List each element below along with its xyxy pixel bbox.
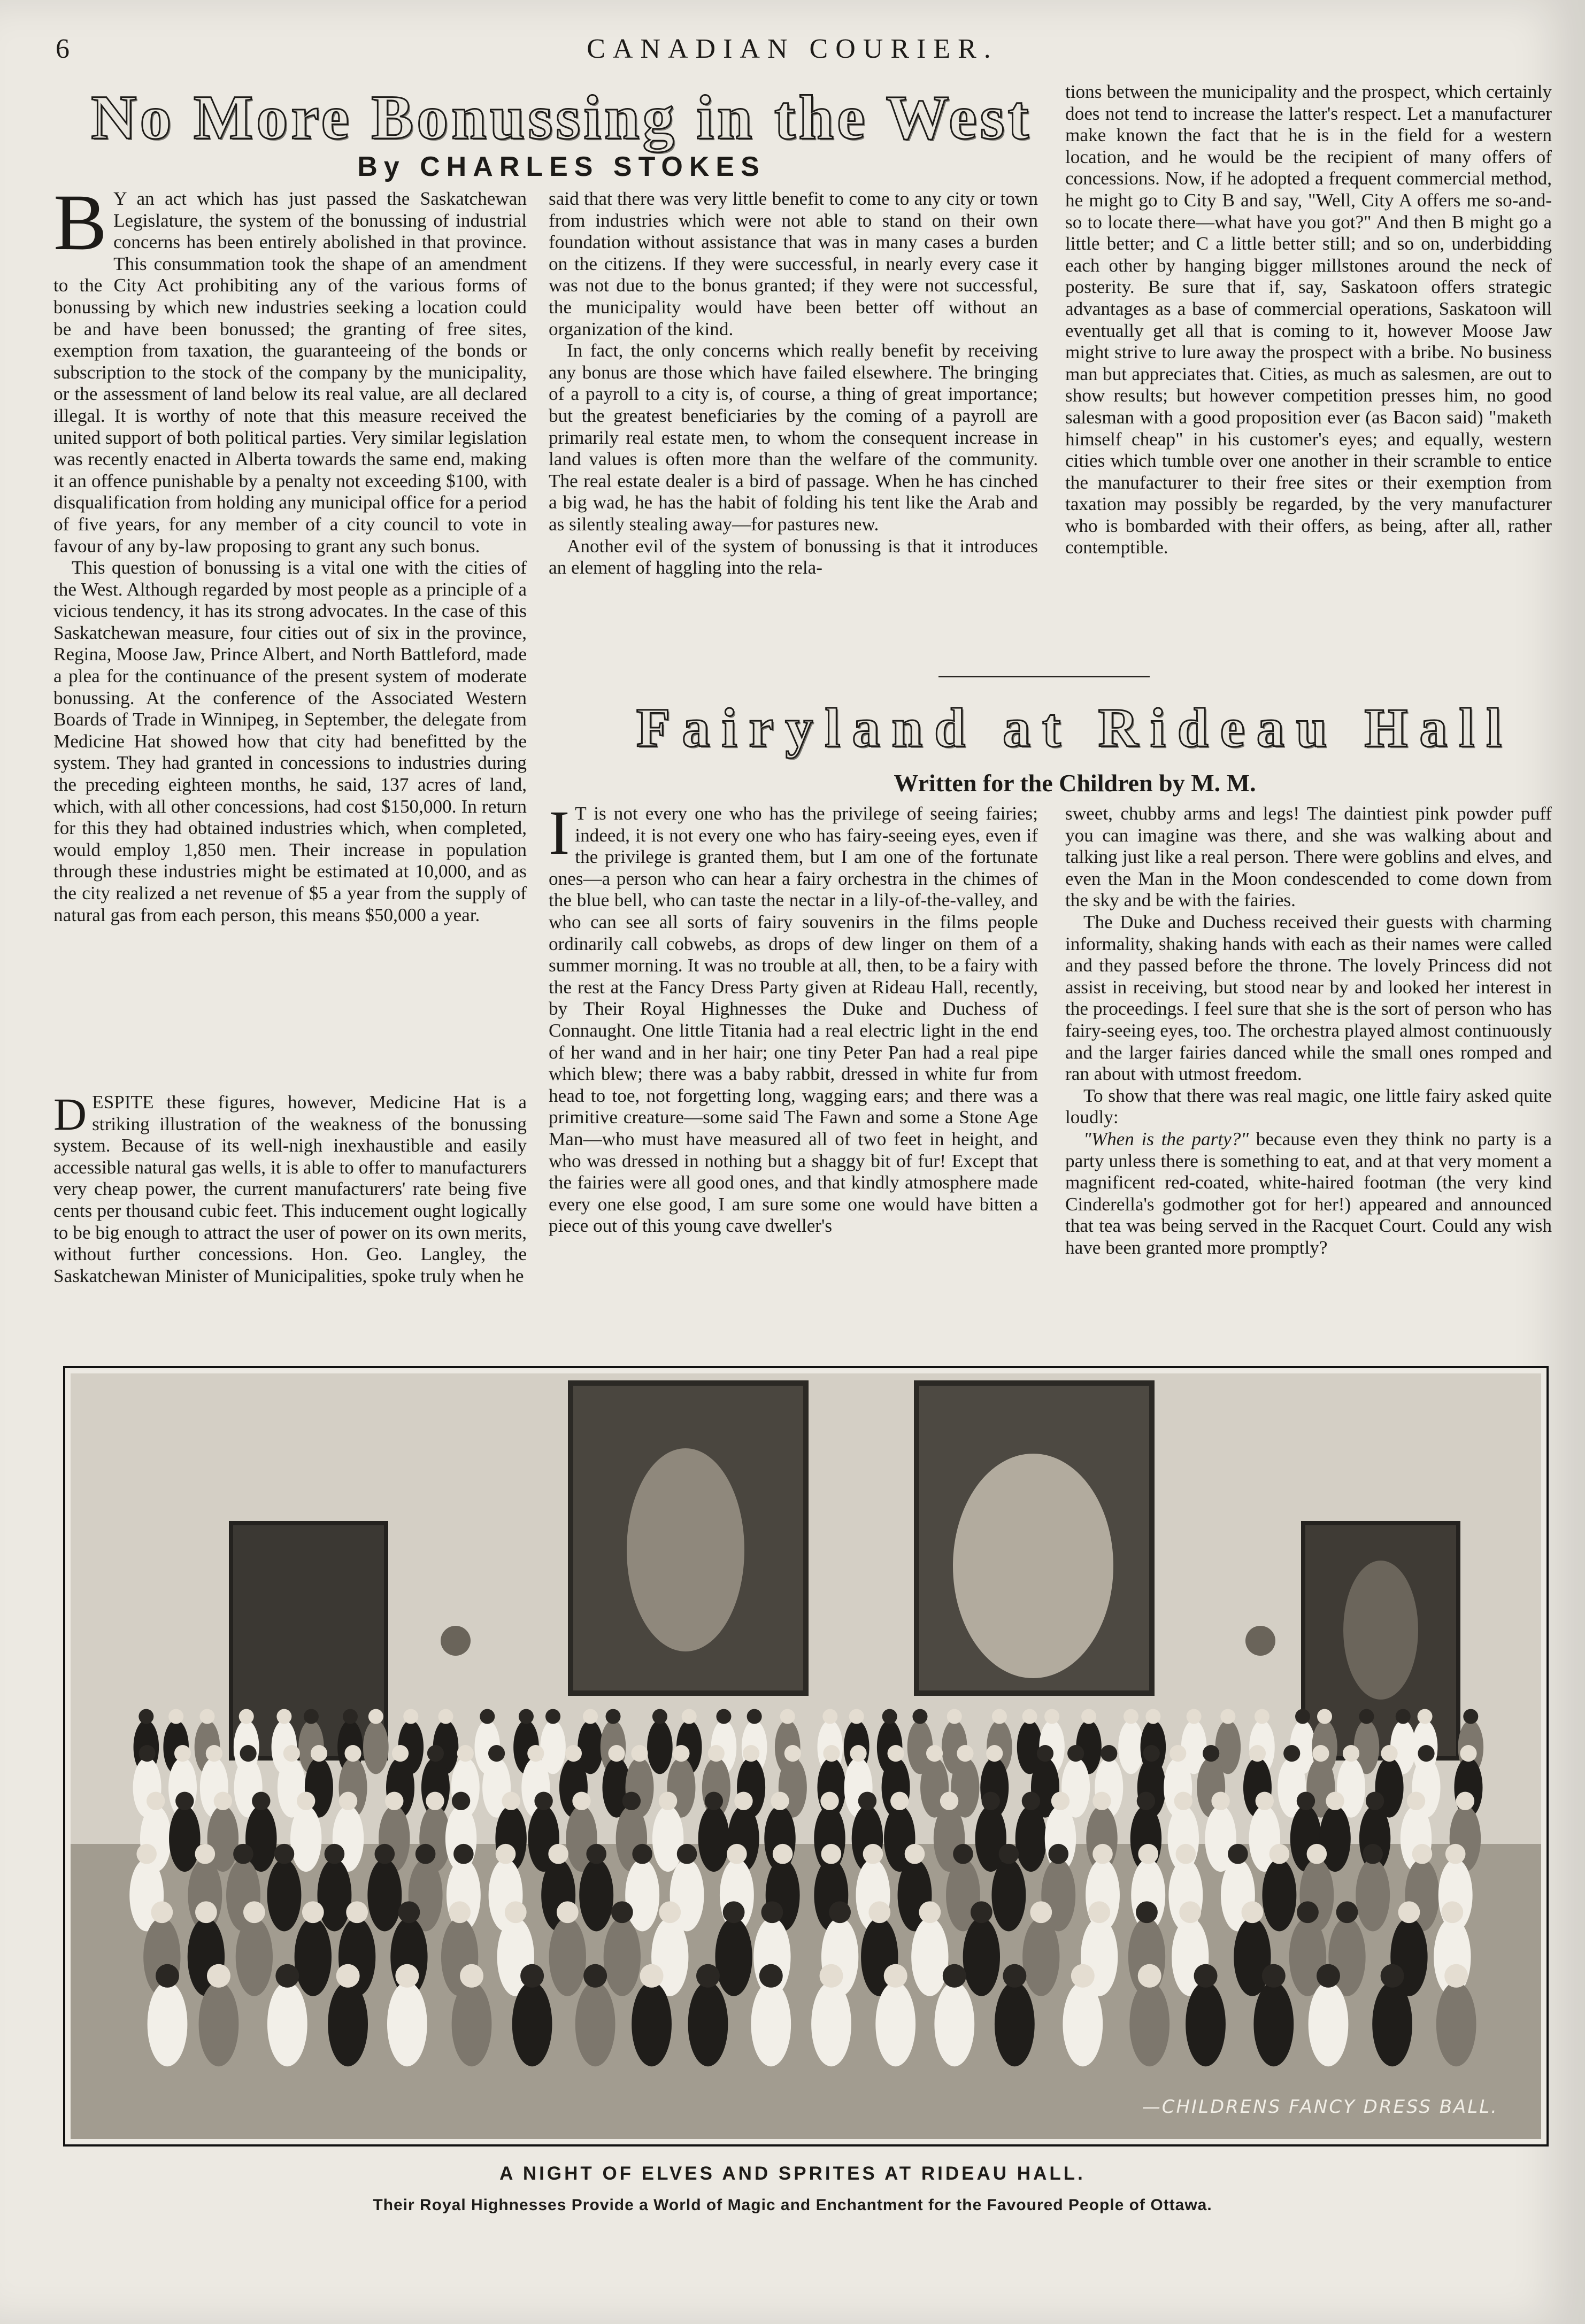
child-figure-body: [715, 1918, 752, 1996]
child-figure-head: [457, 1745, 474, 1762]
child-figure-body: [1436, 1982, 1476, 2066]
child-figure-body: [751, 1982, 791, 2066]
article2-column-2: [1065, 803, 1552, 1258]
child-figure-head: [1003, 1964, 1026, 1988]
child-figure-head: [274, 1844, 295, 1864]
child-figure-head: [1092, 1792, 1111, 1810]
child-figure-body: [1015, 1805, 1047, 1872]
child-figure-head: [1187, 1709, 1202, 1724]
child-figure-head: [527, 1745, 544, 1762]
child-figure-head: [1441, 1901, 1463, 1923]
child-figure-head: [957, 1745, 973, 1762]
child-figure-head: [488, 1745, 505, 1762]
child-figure-body: [328, 1982, 368, 2066]
child-figure-body: [652, 1805, 683, 1872]
child-figure-head: [1343, 1745, 1359, 1762]
paragraph: To show that there was real magic, one little fairy asked quite loudly:: [1065, 1085, 1552, 1128]
child-figure-head: [682, 1709, 697, 1724]
portrait-figure: [953, 1454, 1113, 1678]
child-figure-head: [449, 1901, 471, 1923]
child-figure-head: [705, 1792, 723, 1810]
child-figure-head: [606, 1709, 621, 1724]
child-figure-head: [302, 1901, 324, 1923]
group-photograph: [71, 1373, 1541, 2139]
child-figure-head: [1241, 1901, 1263, 1923]
paragraph: In fact, the only concerns which really benefit by receiving any bonus are those which have failed elsewhere. The bringing of a payroll to a city is, of course, a thing of great importance; but the greatest beneficiaries by the coming of a payroll are primarily real estate men, to whom the consequent increase in land values is often more than the welfare of the community. The real estate dealer is a bird of passage. When he has cinched a big wad, he has the habit of folding his tent like the Arab and as silently stealing away—for pastures new.: [549, 340, 1038, 535]
child-figure-head: [723, 1901, 745, 1923]
child-figure-head: [673, 1745, 689, 1762]
child-figure-head: [395, 1964, 419, 1988]
child-figure-head: [344, 1745, 361, 1762]
child-figure-head: [195, 1901, 217, 1923]
child-figure-head: [1396, 1709, 1411, 1724]
child-figure-head: [1249, 1745, 1266, 1762]
child-figure-head: [608, 1745, 625, 1762]
child-figure-head: [858, 1792, 876, 1810]
child-figure-head: [252, 1792, 270, 1810]
child-figure-head: [207, 1964, 230, 1988]
article1-byline: By CHARLES STOKES: [357, 151, 766, 182]
child-figure-head: [583, 1709, 598, 1724]
child-figure-head: [195, 1844, 216, 1864]
child-figure-head: [1092, 1844, 1113, 1864]
child-figure-head: [677, 1844, 697, 1864]
child-figure-head: [1048, 1844, 1068, 1864]
child-figure-head: [214, 1792, 232, 1810]
child-figure-body: [317, 1859, 351, 1931]
child-figure-head: [275, 1964, 299, 1988]
child-figure-head: [136, 1844, 157, 1864]
child-figure-body: [367, 1859, 402, 1931]
child-figure-body: [267, 1982, 307, 2066]
child-figure-head: [940, 1792, 958, 1810]
child-figure-head: [1137, 1792, 1155, 1810]
child-figure-head: [392, 1745, 409, 1762]
paragraph: This question of bonussing is a vital one with the cities of the West. Although regarded by most people as a principle of a vicious tendency, it has its strong advocates. In the case of this Saskatchewan measure, four cities out of six in the province, Regina, Moose Jaw, Prince Albert, and North Battleford, made a plea for the continuance of the present system of moderate bonussing. At the conference of the Associated Western Boards of Trade in Winnipeg, in September, the delegate from Medicine Hat showed how that city had benefitted by the system. They had granted in concessions to industries during the preceding eighteen months, he said, 137 acres of land, which, with all other concessions, had cost $150,000. In return for this they had obtained industries which, when completed, would employ 1,850 men. Their increase in population through these industries might be estimated at 10,000, and as the city realized a net revenue of $5 a year from the supply of natural gas from each person, this means $50,000 a year.: [53, 557, 527, 925]
child-figure-head: [297, 1792, 315, 1810]
child-figure-head: [912, 1709, 927, 1724]
child-figure-head: [1037, 1745, 1053, 1762]
child-figure-head: [992, 1709, 1007, 1724]
child-figure-head: [829, 1901, 851, 1923]
child-figure-body: [991, 1859, 1026, 1931]
child-figure-head: [659, 1901, 681, 1923]
child-figure-head: [622, 1792, 641, 1810]
child-figure-head: [1407, 1792, 1425, 1810]
child-figure-body: [1129, 1982, 1169, 2066]
child-figure-head: [771, 1792, 789, 1810]
child-figure-head: [884, 1964, 907, 1988]
child-figure-head: [1412, 1844, 1433, 1864]
child-figure-head: [1022, 1792, 1040, 1810]
child-figure-body: [207, 1805, 238, 1872]
child-figure-body: [1262, 1859, 1296, 1931]
child-figure-head: [943, 1964, 966, 1988]
child-figure-head: [632, 1844, 652, 1864]
child-figure-body: [934, 1982, 974, 2066]
child-figure-head: [520, 1964, 544, 1988]
child-figure-head: [1366, 1792, 1384, 1810]
child-figure-head: [982, 1792, 1000, 1810]
child-figure-head: [174, 1745, 191, 1762]
child-figure-head: [822, 1709, 837, 1724]
child-figure-body: [1186, 1982, 1226, 2066]
child-figure-head: [971, 1901, 992, 1923]
child-figure-head: [243, 1901, 265, 1923]
child-figure-head: [1228, 1844, 1248, 1864]
child-figure-head: [780, 1709, 795, 1724]
child-figure-body: [575, 1982, 615, 2066]
child-figure-head: [240, 1745, 257, 1762]
child-figure-head: [747, 1709, 762, 1724]
child-figure-head: [631, 1745, 648, 1762]
child-figure-head: [1381, 1964, 1404, 1988]
child-figure-head: [368, 1709, 383, 1724]
child-figure-head: [1317, 1964, 1340, 1988]
child-figure-head: [1418, 1745, 1434, 1762]
child-figure-head: [453, 1844, 474, 1864]
photo-caption-title: A NIGHT OF ELVES AND SPRITES AT RIDEAU HALL.: [499, 2163, 1086, 2184]
child-figure-head: [1044, 1709, 1059, 1724]
article1-column-1: [53, 178, 527, 926]
child-figure-head: [1030, 1901, 1052, 1923]
child-figure-head: [572, 1792, 590, 1810]
child-figure-body: [1022, 1918, 1059, 1996]
child-figure-body: [148, 1982, 188, 2066]
photograph-frame: [63, 1366, 1549, 2147]
child-figure-head: [1211, 1792, 1229, 1810]
child-figure-head: [1255, 1709, 1269, 1724]
child-figure-body: [1253, 1982, 1294, 2066]
child-figure-head: [336, 1964, 360, 1988]
child-figure-head: [1444, 1964, 1468, 1988]
child-figure-head: [953, 1844, 973, 1864]
child-figure-head: [823, 1745, 840, 1762]
child-figure-head: [385, 1792, 403, 1810]
child-figure-head: [1174, 1792, 1192, 1810]
child-figure-head: [652, 1709, 667, 1724]
paragraph: said that there was very little benefit to come to any city or town from industries which were not able to stand on their own foundation without assistance that was in many cases a burden on the citizens. If they were successful, in nearly every case it was not due to the bonus granted; if they were not successful, the municipality would have been better off without an organization of the kind.: [549, 188, 1038, 339]
child-figure-head: [887, 1745, 904, 1762]
child-figure-head: [1381, 1745, 1397, 1762]
article1-column-1-continued: [53, 1088, 527, 1287]
child-figure-body: [1356, 1859, 1390, 1931]
quote: "When is the party?": [1083, 1128, 1249, 1149]
child-figure-head: [849, 1709, 864, 1724]
child-figure-head: [1176, 1844, 1196, 1864]
child-figure-body: [245, 1805, 276, 1872]
child-figure-body: [875, 1982, 915, 2066]
child-figure-head: [311, 1745, 327, 1762]
child-figure-head: [1179, 1901, 1201, 1923]
child-figure-head: [1081, 1709, 1096, 1724]
child-figure-head: [343, 1709, 358, 1724]
child-figure-head: [1256, 1792, 1274, 1810]
child-figure-body: [1063, 1982, 1103, 2066]
child-figure-body: [1319, 1805, 1350, 1872]
child-figure-head: [743, 1745, 759, 1762]
child-figure-head: [1101, 1745, 1117, 1762]
child-figure-head: [759, 1964, 783, 1988]
child-figure-head: [151, 1901, 173, 1923]
child-figure-head: [1071, 1964, 1095, 1988]
child-figure-body: [911, 1918, 948, 1996]
child-figure-head: [821, 1844, 842, 1864]
child-figure-head: [1297, 1792, 1315, 1810]
child-figure-head: [784, 1745, 801, 1762]
child-figure-head: [548, 1844, 568, 1864]
child-figure-head: [426, 1792, 444, 1810]
child-figure-head: [583, 1964, 607, 1988]
child-figure-head: [325, 1844, 345, 1864]
portrait-figure: [627, 1448, 744, 1651]
article1-title: No More Bonussing in the West: [91, 82, 1032, 152]
child-figure-body: [1118, 1720, 1144, 1774]
wall-sconce: [1245, 1626, 1275, 1656]
child-figure-head: [505, 1901, 527, 1923]
child-figure-head: [557, 1901, 579, 1923]
child-figure-body: [199, 1982, 239, 2066]
child-figure-head: [659, 1792, 677, 1810]
child-figure-head: [374, 1844, 395, 1864]
paragraph: Another evil of the system of bonussing is that it introduces an element of haggling into the rela-: [549, 535, 1038, 578]
child-figure-head: [480, 1709, 495, 1724]
paragraph: tions between the municipality and the prospect, which certainly does not tend to increase the latter's respect. Let a manufacturer make known the fact that he is in the field for a western location, and he would be the recipient of many offers of concessions. Now, if he adopted a frequent commercial method, he might go to City B and say, "Well, City A offers me so-and-so to locate there—what have you got?" And then B might go a little better; and C a little better still; and so on, underbidding each other by hanging bigger millstones around the neck of posterity. Be sure that if, say, Saskatoon offers strategic advantages as a base of commercial operations, Saskatoon will eventually get all that is coming to it, however Moose Jaw might strive to lure away the prospect with a bribe. No business man but appreciates that. Cities, as much as salesmen, are out to show results; but however competition presses him, no good salesman with a good proposition ever (as Bacon said) "maketh himself cheap" in his customer's eyes; and equally, western cities which tumble over one another in their scramble to entice the manufacturer to their free sites or their exemption from taxation may possibly be regarded, by the very manufacturer who is bombarded with their offers, as being, after all, rather contemptible.: [1065, 81, 1552, 558]
paragraph: Y an act which has just passed the Saskatchewan Legislature, the system of the bonussing of industrial concerns has been entirely abolished in that province. This consummation took the shape of an amendment to the City Act prohibiting any of the various forms of bonussing by which new industries seeking a location could be and have been bonussed; the granting of free sites, exemption from taxation, the guaranteeing of the bonds or subscription to the stock of the company by the municipality, or the assessment of land below its real value, are all declared illegal. It is worthy of note that this measure received the united support of both political parties. Very similar legislation was recently enacted in Alberta towards the same end, making it an offence punishable by a penalty not exceeding $100, with disqualification from holding any municipal office for a period of five years, for any member of a city council to vote in favour of any by-law proposing to grant any such bonus.: [53, 188, 527, 557]
child-figure-head: [398, 1901, 420, 1923]
child-figure-head: [882, 1709, 897, 1724]
child-figure-head: [168, 1709, 183, 1724]
child-figure-head: [502, 1792, 520, 1810]
child-figure-head: [304, 1709, 319, 1724]
wall-sconce: [441, 1626, 471, 1656]
child-figure-head: [761, 1901, 783, 1923]
child-figure-body: [1234, 1918, 1271, 1996]
child-figure-head: [919, 1901, 941, 1923]
child-figure-head: [1363, 1844, 1383, 1864]
child-figure-head: [1136, 1901, 1158, 1923]
child-figure-head: [1307, 1844, 1327, 1864]
child-figure-head: [403, 1709, 418, 1724]
child-figure-body: [625, 1859, 659, 1931]
portrait-figure: [1343, 1561, 1418, 1700]
child-figure-head: [1022, 1709, 1037, 1724]
child-figure-body: [512, 1982, 552, 2066]
child-figure-head: [1317, 1709, 1332, 1724]
article2-byline: Written for the Children by M. M.: [894, 769, 1256, 797]
child-figure-body: [995, 1982, 1035, 2066]
article1-column-3: [1065, 81, 1552, 559]
child-figure-head: [1295, 1709, 1310, 1724]
child-figure-body: [975, 1805, 1006, 1872]
child-figure-body: [579, 1859, 613, 1931]
child-figure-head: [1051, 1792, 1070, 1810]
child-figure-head: [199, 1709, 214, 1724]
child-figure-head: [820, 1964, 843, 1988]
child-figure-head: [346, 1901, 368, 1923]
child-figure-body: [963, 1918, 1000, 1996]
child-figure-head: [905, 1844, 925, 1864]
child-figure-body: [688, 1982, 728, 2066]
child-figure-head: [708, 1745, 725, 1762]
paragraph: T is not every one who has the privilege of seeing fairies; indeed, it is not every one who has fairy-seeing eyes, even if the privilege is granted them, but I am one of the fortunate ones—a person who can hear a fairy orchestra in the chimes of the blue bell, who can taste the nectar in a lily-of-the-valley, and who can see all sorts of fairy souvenirs in the films people ordinarily call cobwebs, as drops of dew linger on them of a summer morning. It was no trouble at all, then, to be a fairy with the rest at the Fancy Dress Party given at Rideau Hall, recently, by Their Royal Highnesses the Duke and Duchess of Connaught. One little Titania had a real electric light in the end of her wand and in her hair; one tiny Peter Pan had a real pipe which blew; there was a baby rabbit, dressed in white fur from head to toe, not forgetting long, wagging ears; and there was a primitive creature—some said The Fawn and some a Stone Age Man—who must have measured all of two feet in height, and who was dressed in nothing but a shaggy bit of fur! Except that the fairies were all good ones, and that kindly atmosphere made every one else good, I am sure some one would have bitten a piece out of this young cave dweller's: [549, 803, 1038, 1237]
child-figure-head: [820, 1792, 838, 1810]
child-figure-body: [1372, 1982, 1412, 2066]
article1-column-2: [549, 188, 1038, 579]
child-figure-body: [169, 1805, 200, 1872]
paragraph: sweet, chubby arms and legs! The daintiest pink powder puff you can imagine was there, and she was walking about and talking just like a real person. There were goblins and elves, and even the Man in the Moon condescended to come down from the sky and be with the fairies.: [1065, 803, 1552, 911]
child-figure-head: [1194, 1964, 1218, 1988]
child-figure-body: [295, 1918, 332, 1996]
article2-title: Fairyland at Rideau Hall: [636, 697, 1514, 759]
page-header: [0, 31, 1585, 74]
child-figure-head: [139, 1745, 156, 1762]
child-figure-body: [604, 1918, 641, 1996]
child-figure-head: [727, 1844, 747, 1864]
child-figure-body: [647, 1720, 673, 1774]
child-figure-body: [811, 1982, 851, 2066]
paragraph: ESPITE these figures, however, Medicine Hat is a striking illustration of the weakness of the bonussing system. Because of its well-nigh inexhaustible and easily accessible natural gas wells, it is able to offer to manufacturers very cheap power, the current manufacturers' rate being five cents per thousand cubic feet. This inducement ought logically to be big enough to attract the user of power on its own merits, without further concessions. Hon. Geo. Langley, the Saskatchewan Minister of Municipalities, spoke truly when he: [53, 1092, 527, 1286]
child-figure-head: [1138, 1964, 1161, 1988]
child-figure-head: [534, 1792, 552, 1810]
child-figure-head: [1418, 1709, 1433, 1724]
drop-cap: D: [53, 1088, 87, 1140]
page-number: 6: [56, 34, 70, 64]
child-figure-head: [1220, 1709, 1235, 1724]
child-figure-head: [1143, 1745, 1160, 1762]
child-figure-head: [519, 1709, 534, 1724]
child-figure-body: [387, 1982, 427, 2066]
child-figure-head: [611, 1901, 633, 1923]
drop-cap: I: [549, 798, 570, 868]
child-figure-head: [773, 1844, 793, 1864]
child-figure-body: [632, 1982, 672, 2066]
child-figure-body: [267, 1859, 302, 1931]
child-figure-head: [1262, 1964, 1286, 1988]
child-figure-head: [1326, 1792, 1344, 1810]
child-figure-head: [1138, 1844, 1158, 1864]
child-figure-head: [1398, 1901, 1420, 1923]
child-figure-head: [1445, 1844, 1466, 1864]
child-figure-head: [156, 1964, 179, 1988]
child-figure-head: [926, 1745, 943, 1762]
child-figure-head: [206, 1745, 222, 1762]
child-figure-body: [698, 1805, 729, 1872]
child-figure-head: [1067, 1745, 1084, 1762]
child-figure-head: [1460, 1745, 1476, 1762]
child-figure-head: [460, 1964, 483, 1988]
child-figure-head: [283, 1745, 300, 1762]
child-figure-head: [863, 1844, 883, 1864]
child-figure-head: [1456, 1792, 1474, 1810]
child-figure-head: [339, 1792, 357, 1810]
section-divider: [938, 676, 1150, 677]
child-figure-head: [1124, 1709, 1138, 1724]
child-figure-head: [696, 1964, 720, 1988]
child-figure-body: [452, 1982, 492, 2066]
child-figure-head: [1297, 1901, 1319, 1923]
child-figure-head: [1336, 1901, 1358, 1923]
child-figure-head: [1463, 1709, 1478, 1724]
paragraph: The Duke and Duchess received their guests with charming informality, shaking hands with each as their names were called and they passed before the throne. The lovely Princess did not assist in receiving, but stood near by and looked her interest in the proceedings. I feel sure that she is the sort of person who has fairy-seeing eyes, too. The orchestra played almost continuously and the larger fairies danced while the small ones romped and ran about with utmost freedom.: [1065, 911, 1552, 1085]
child-figure-head: [586, 1844, 606, 1864]
child-figure-head: [139, 1709, 153, 1724]
child-figure-head: [565, 1745, 582, 1762]
child-figure-head: [640, 1964, 664, 1988]
child-figure-head: [233, 1844, 253, 1864]
drop-cap: B: [53, 178, 107, 267]
child-figure-head: [850, 1745, 866, 1762]
child-figure-head: [1269, 1844, 1290, 1864]
child-figure-head: [438, 1709, 453, 1724]
child-figure-head: [427, 1745, 444, 1762]
child-figure-head: [416, 1844, 436, 1864]
child-figure-head: [496, 1844, 516, 1864]
child-figure-head: [1312, 1745, 1329, 1762]
child-figure-head: [1088, 1901, 1110, 1923]
photo-caption-subtitle: Their Royal Highnesses Provide a World of Magic and Enchantment for the Favoured People of Ottawa.: [373, 2196, 1212, 2214]
child-figure-head: [1169, 1745, 1186, 1762]
child-figure-head: [890, 1792, 909, 1810]
child-figure-head: [868, 1901, 890, 1923]
child-figure-body: [236, 1918, 273, 1996]
child-figure-head: [1203, 1745, 1219, 1762]
child-figure-head: [1283, 1745, 1300, 1762]
child-figure-body: [549, 1918, 586, 1996]
article2-column-1: [549, 798, 1038, 1237]
child-figure-body: [363, 1720, 389, 1774]
child-figure-head: [452, 1792, 470, 1810]
child-figure-head: [175, 1792, 194, 1810]
child-figure-head: [999, 1844, 1019, 1864]
child-figure-head: [734, 1792, 752, 1810]
child-figure-head: [986, 1745, 1003, 1762]
child-figure-head: [545, 1709, 560, 1724]
photo-inscription: —CHILDRENS FANCY DRESS BALL.: [1142, 2096, 1498, 2118]
child-figure-head: [716, 1709, 731, 1724]
photo-scene: [71, 1373, 1541, 2139]
paragraph: because even they think no party is a party unless there is something to eat, and at that very moment a magnificent red-coated, white-haired footman (the very kind Cinderella's godmother got for her!) appeared and announced that tea was being served in the Racquet Court. Could any wish have been granted more promptly?: [1065, 1128, 1552, 1258]
masthead: CANADIAN COURIER.: [587, 34, 998, 64]
child-figure-head: [1145, 1709, 1160, 1724]
child-figure-body: [1309, 1982, 1349, 2066]
child-figure-head: [239, 1709, 254, 1724]
child-figure-head: [276, 1709, 291, 1724]
child-figure-head: [147, 1792, 165, 1810]
child-figure-body: [290, 1805, 321, 1872]
child-figure-head: [947, 1709, 962, 1724]
child-figure-head: [1359, 1709, 1374, 1724]
